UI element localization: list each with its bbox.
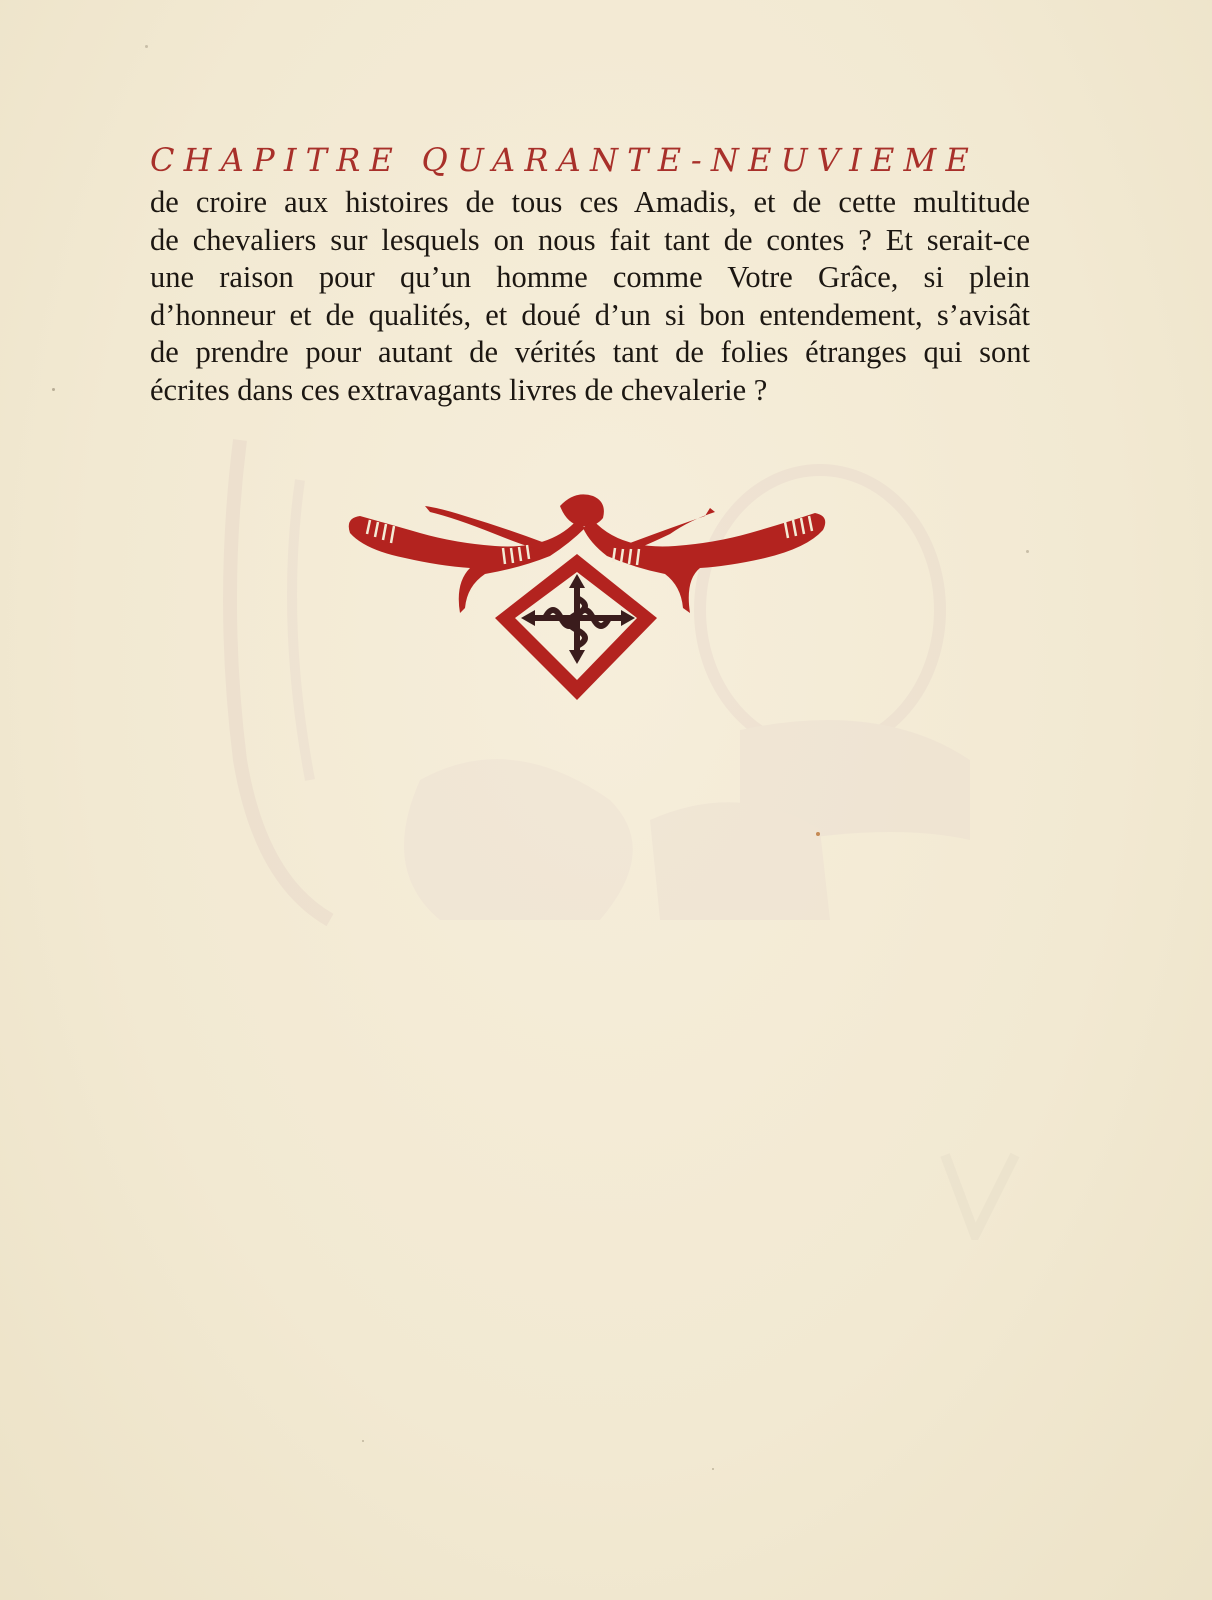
body-line: une raison pour qu’un homme comme Votre Grâce, si plein	[150, 260, 1030, 294]
show-through-letter	[940, 1150, 1020, 1240]
body-line: d’honneur et de qualités, et doué d’un si bon entendement, s’avisât	[150, 297, 1030, 332]
paper-speck	[816, 832, 820, 836]
text-block	[150, 138, 1030, 409]
paper-speck	[1026, 550, 1029, 553]
paper-speck	[52, 388, 55, 391]
body-line: de chevaliers sur lesquels on nous fait tant de contes ? Et serait-ce	[150, 222, 1030, 257]
paper-speck	[362, 1440, 364, 1442]
body-line: de prendre pour autant de vérités tant de folies étranges qui sont	[150, 335, 1030, 369]
body-line: de croire aux histoires de tous ces Amadis, et de cette multitude	[150, 185, 1030, 219]
paper-speck	[712, 1468, 714, 1470]
paper-speck	[145, 45, 148, 48]
ornament-icon	[345, 488, 835, 703]
body-paragraph	[150, 184, 1030, 409]
chapter-heading: CHAPITRE QUARANTE-NEUVIEME	[150, 141, 979, 179]
body-line: écrites dans ces extravagants livres de chevalerie ?	[150, 372, 768, 407]
